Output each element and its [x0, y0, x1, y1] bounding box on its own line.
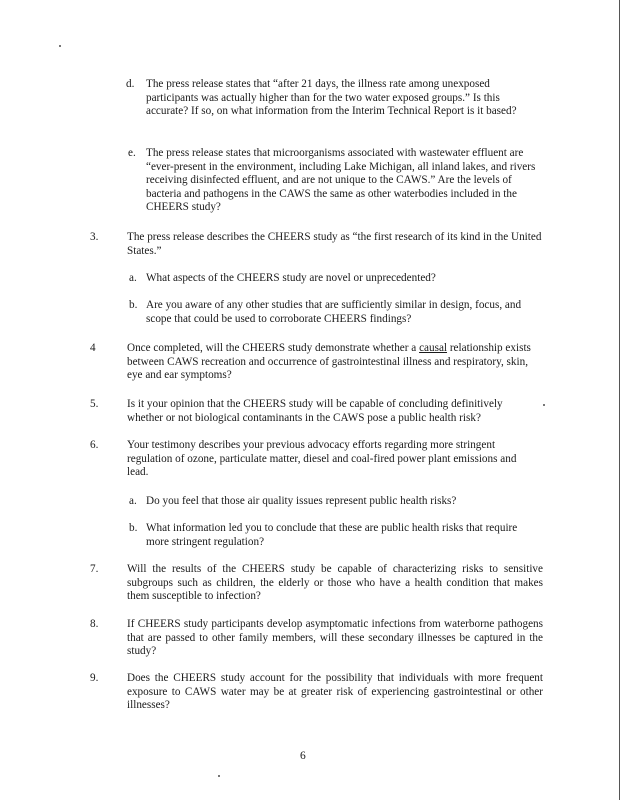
item-label: b.: [129, 522, 138, 534]
item-text: Once completed, will the CHEERS study demonstrate whether a causal relationship exists between CAWS recreation and occurrence of gastrointestinal illness and respiratory, skin, eye and ear symptoms?: [127, 342, 531, 382]
item-label: b.: [129, 299, 138, 311]
item-text: Will the results of the CHEERS study be capable of characterizing risks to sensitive subgroups such as children, the elderly or those who have a health condition that makes them susceptible to infection?: [127, 563, 543, 603]
page-number: 6: [300, 750, 306, 762]
item-label: 9.: [90, 672, 99, 684]
item-text: Do you feel that those air quality issues represent public health risks?: [146, 495, 457, 507]
item-label: 4: [90, 342, 96, 354]
item-label: d.: [126, 78, 135, 90]
item-text: If CHEERS study participants develop asymptomatic infections from waterborne pathogens that are passed to other family members, will these secondary illnesses be captured in the study?: [127, 618, 543, 658]
item-label: a.: [129, 495, 137, 507]
underlined-word: causal: [419, 342, 448, 354]
item-label: 7.: [90, 563, 99, 575]
item-label: 8.: [90, 618, 99, 630]
item-text: The press release states that microorganisms associated with wastewater effluent are “ever-present in the environment, including Lake Michigan, all inland lakes, and rivers receiving disinfected effluent, and are not unique to the CAWS.” Are the levels of bacteria and pathogens in the CAWS the same as other waterbodies included in the CHEERS study?: [146, 147, 536, 214]
item-label: a.: [129, 272, 137, 284]
item-text: What information led you to conclude that these are public health risks that require more stringent regulation?: [146, 522, 518, 548]
item-text: Is it your opinion that the CHEERS study will be capable of concluding definitively whether or not biological contaminants in the CAWS pose a public health risk?: [127, 398, 503, 424]
scan-speck: [218, 775, 220, 777]
item-text: What aspects of the CHEERS study are novel or unprecedented?: [146, 272, 436, 284]
item-text: The press release states that “after 21 days, the illness rate among unexposed participants was actually higher than for the two water exposed groups.” Is this accurate? If so, on what information from the Interim Technical Report is it based?: [146, 78, 517, 118]
scan-edge: [619, 0, 620, 800]
item-label: 6.: [90, 439, 99, 451]
item-text: Your testimony describes your previous advocacy efforts regarding more stringent regulation of ozone, particulate matter, diesel and coal-fired power plant emissions and lead.: [127, 439, 517, 479]
item-label: 5.: [90, 398, 99, 410]
scan-speck: [543, 404, 545, 406]
item-label: e.: [128, 147, 136, 159]
item-text: The press release describes the CHEERS study as “the first research of its kind in the United States.”: [127, 231, 542, 257]
item-text: Are you aware of any other studies that are sufficiently similar in design, focus, and scope that could be used to corroborate CHEERS findings?: [146, 299, 522, 325]
scan-speck: [59, 45, 61, 47]
item-text: Does the CHEERS study account for the possibility that individuals with more frequent exposure to CAWS water may be at greater risk of experiencing gastrointestinal or other illnesses?: [127, 672, 543, 712]
item-label: 3.: [90, 231, 99, 243]
